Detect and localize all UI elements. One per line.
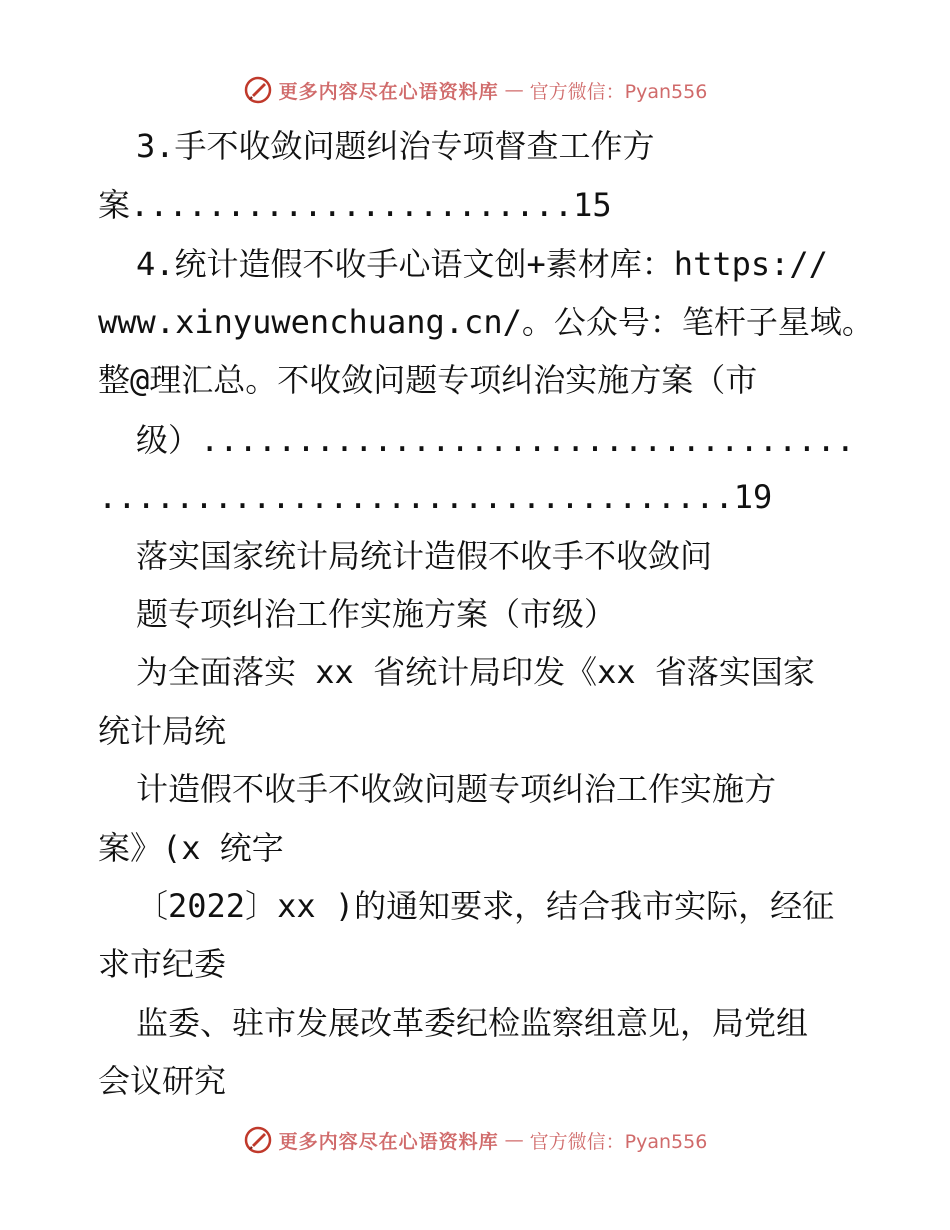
watermark-brand: 更多内容尽在心语资料库 [278, 1130, 499, 1153]
toc-line-4-level: 级）.................................. [136, 421, 856, 459]
paragraph-line-5: 〔2022〕xx )的通知要求，结合我市实际，经征 [136, 887, 835, 925]
doc-title-line-2: 题专项纠治工作实施方案（市级） [136, 595, 617, 633]
toc-line-4-title: 整@理汇总。不收敛问题专项纠治实施方案（市 [98, 361, 758, 399]
toc-line-3-dots: 案.......................15 [98, 186, 612, 224]
watermark-wechat: 官方微信：Pyan556 [529, 1130, 708, 1153]
paragraph-line-8: 会议研究 [98, 1062, 227, 1100]
paragraph-line-3: 计造假不收手不收敛问题专项纠治工作实施方 [136, 770, 777, 808]
paragraph-line-2: 统计局统 [98, 712, 227, 750]
watermark-brand: 更多内容尽在心语资料库 [278, 80, 499, 103]
toc-line-3: 3.手不收敛问题纠治专项督查工作方 [136, 127, 655, 165]
brush-logo-icon [243, 75, 273, 105]
doc-title-line-1: 落实国家统计局统计造假不收手不收敛问 [136, 537, 713, 575]
toc-line-4-url: www.xinyuwenchuang.cn/。公众号：笔杆子星域。 [98, 303, 874, 341]
watermark-separator: — [504, 79, 524, 101]
toc-line-4: 4.统计造假不收手心语文创+素材库：https:// [136, 245, 828, 283]
watermark-footer [0, 1122, 950, 1158]
watermark-separator: — [504, 1129, 524, 1151]
watermark-wechat: 官方微信：Pyan556 [529, 80, 708, 103]
paragraph-line-1: 为全面落实 xx 省统计局印发《xx 省落实国家 [136, 653, 815, 691]
brush-logo-icon [243, 1125, 273, 1155]
toc-line-4-dots: .................................19 [98, 478, 773, 516]
paragraph-line-6: 求市纪委 [98, 945, 227, 983]
watermark-header [0, 72, 950, 108]
paragraph-line-7: 监委、驻市发展改革委纪检监察组意见，局党组 [136, 1004, 809, 1042]
paragraph-line-4: 案》(x 统字 [98, 829, 284, 867]
